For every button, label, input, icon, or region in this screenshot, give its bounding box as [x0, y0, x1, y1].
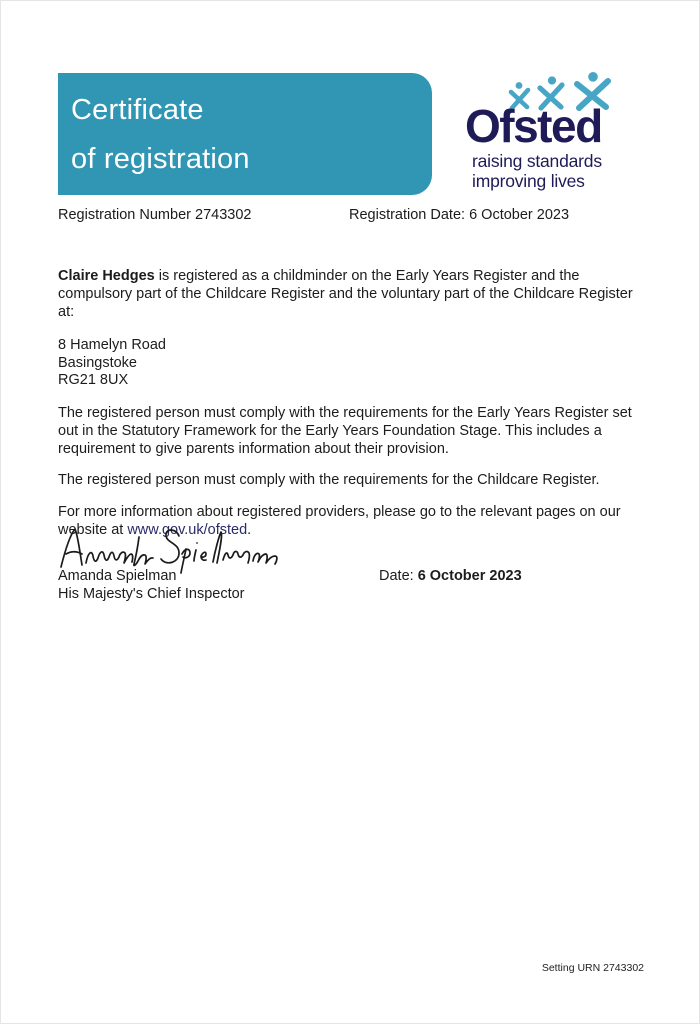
address-line: 8 Hamelyn Road — [58, 337, 166, 353]
more-information-text: For more information about registered providers, please go to the relevant pages on our website at — [58, 503, 621, 538]
title-line-2: of registration — [71, 143, 250, 175]
signature-date-value: 6 October 2023 — [417, 568, 522, 584]
ofsted-website-link[interactable]: www.gov.uk/ofsted — [127, 521, 248, 538]
registration-date: Registration Date: 6 October 2023 — [349, 207, 570, 223]
signatory-block — [58, 568, 245, 603]
early-years-requirements-paragraph: The registered person must comply with the requirements for the Early Years Register set out in the Statutory Framework for the Early Years Foundation Stage. This includes a requirement to give parents information about their provision. — [58, 404, 632, 457]
tagline-line-2: improving lives — [472, 171, 585, 191]
setting-urn: Setting URN 2743302 — [541, 962, 644, 974]
registration-statement-text: is registered as a childminder on the Early Years Register and the compulsory part of the Childcare Register and the voluntary part of the Childcare Register at: — [58, 268, 633, 320]
signatory-title: His Majesty's Chief Inspector — [58, 585, 245, 602]
childcare-register-paragraph: The registered person must comply with the requirements for the Childcare Register. — [58, 471, 600, 488]
signatory-name: Amanda Spielman — [58, 568, 177, 584]
address-line: RG21 8UX — [58, 372, 129, 388]
registration-number: Registration Number 2743302 — [58, 207, 252, 223]
more-information-period: . — [247, 521, 252, 538]
signature-date-label: Date: — [379, 568, 418, 584]
chief-inspector-signature-icon — [55, 522, 287, 574]
tagline-line-1: raising standards — [472, 151, 602, 171]
registration-statement — [58, 267, 649, 321]
certificate-body — [58, 267, 649, 539]
ofsted-tagline — [472, 151, 602, 191]
signature-date — [379, 568, 522, 584]
certificate-title-banner — [58, 73, 432, 195]
registrant-name: Claire Hedges — [58, 268, 155, 284]
title-line-1: Certificate — [71, 94, 204, 126]
address-block — [58, 337, 649, 390]
address-line: Basingstoke — [58, 354, 137, 371]
ofsted-wordmark: Ofsted — [465, 100, 602, 152]
